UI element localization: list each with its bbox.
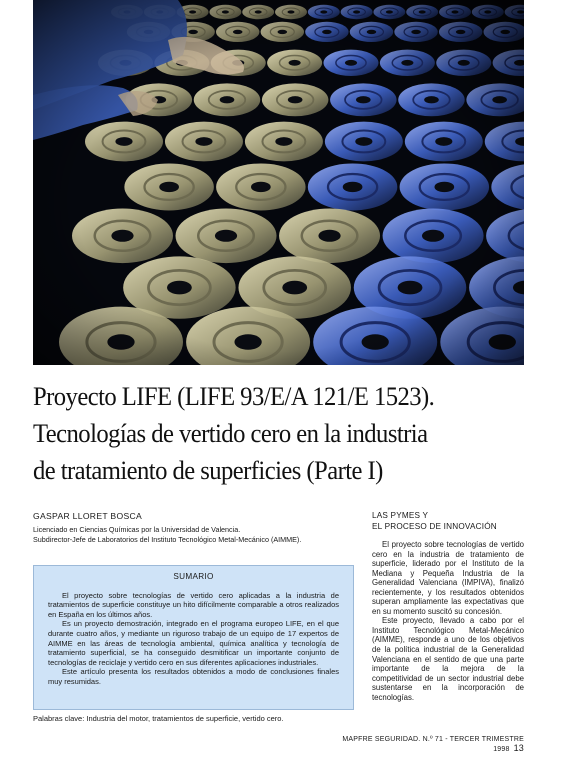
body-paragraph: El proyecto sobre tecnologías de vertido cero en la industria de tratamiento de superficie, liderado por el Instituto de la Mediana y Pequeña Industria de la Generalidad Valenciana (IMPIVA), finalizó recientemente, y los resultados obtenidos superan ampliamente las expectativas que en su momento suscitó su concesión. [372,540,524,616]
section-heading-line: EL PROCESO DE INNOVACIÓN [372,521,497,531]
author-block [33,511,353,545]
right-column [372,511,524,702]
summary-paragraph: Es un proyecto demostración, integrado en el programa europeo LIFE, en el que durante cuatro años, y mediante un riguroso trabajo de un equipo de 17 expertos de AIMME en las áreas de tecnología ambiental, química analítica y tecnología de tratamiento superficial, se ha conseguido desmitificar un importante conjunto de tecnologías de reciclaje y vertido cero en sus diferentes aplicaciones industriales. [48,619,339,667]
section-heading [372,511,524,532]
summary-heading: SUMARIO [173,572,214,581]
title-line: de tratamiento de superficies (Parte I) [33,455,383,485]
publication-info: MAPFRE SEGURIDAD. N.º 71 - TERCER TRIMESTRE 1998 [342,736,524,753]
page-footer [318,736,524,753]
section-heading-line: LAS PYMES Y [372,511,429,520]
author-name: GASPAR LLORET BOSCA [33,511,143,521]
keywords: Palabras clave: Industria del motor, tratamientos de superficie, vertido cero. [33,714,284,723]
summary-paragraph: Este artículo presenta los resultados obtenidos a modo de conclusiones finales muy resumidas. [48,667,339,686]
body-paragraph: Este proyecto, llevado a cabo por el Instituto Tecnológico Metal-Mecánico (AIMME), responde a uno de los objetivos de la política industrial de la Generalidad Valenciana en el sentido de que una parte importante de la mejora de la competitividad de un sector industrial debe sustentarse en la incorporación de tecnologías. [372,616,524,702]
author-role: Subdirector-Jefe de Laboratorios del Instituto Tecnológico Metal-Mecánico (AIMME). [33,535,302,544]
summary-paragraph: El proyecto sobre tecnologías de vertido cero aplicadas a la industria de tratamientos de superficie constituye un hito difícilmente comparable a otros realizados en España en los últimos años. [48,590,339,619]
title-line: Tecnologías de vertido cero en la industria [33,418,428,448]
title-line: Proyecto LIFE (LIFE 93/E/A 121/E 1523). [33,381,435,411]
author-role: Licenciado en Ciencias Químicas por la Universidad de Valencia. [33,525,241,534]
summary-box [33,565,354,710]
page-number: 13 [513,743,524,753]
header-photo [33,0,524,365]
metal-discs-photo-icon [33,0,524,365]
article-title [33,378,498,489]
